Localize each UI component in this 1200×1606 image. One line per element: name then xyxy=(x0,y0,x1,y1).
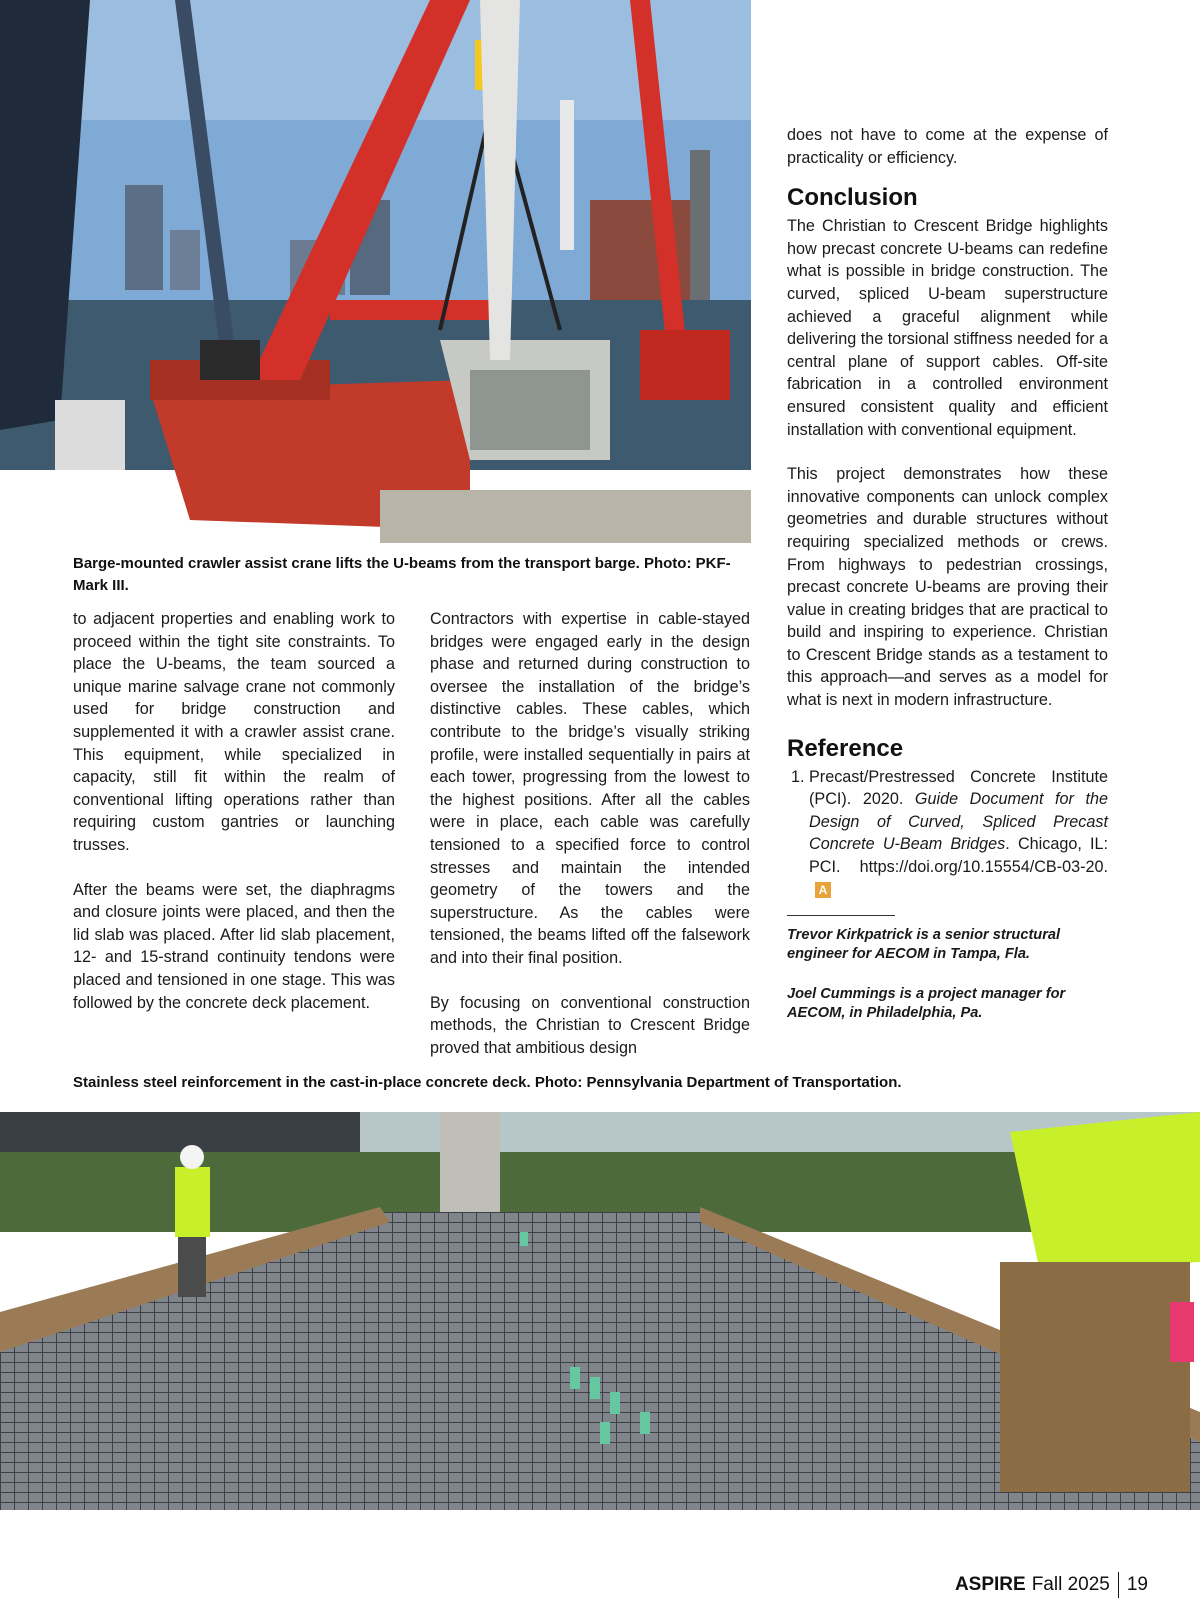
reference-list xyxy=(787,766,1108,902)
body-paragraph: does not have to come at the expense of practicality or efficiency. xyxy=(787,126,1108,167)
body-paragraph: By focusing on conventional construction methods, the Christian to Crescent Bridge proved that ambitious design xyxy=(430,993,750,1057)
photo-caption-bottom: Stainless steel reinforcement in the cast-in-place concrete deck. Photo: Pennsylvania Department of Transportation. xyxy=(73,1074,902,1091)
reference-heading: Reference xyxy=(787,734,904,762)
magazine-name: ASPIRE xyxy=(954,1574,1026,1595)
author-bio: Trevor Kirkpatrick is a senior structural engineer for AECOM in Tampa, Fla. xyxy=(787,927,1061,962)
author-bio: Joel Cummings is a project manager for AECOM, in Philadelphia, Pa. xyxy=(787,986,1066,1021)
body-column-1 xyxy=(73,608,395,1036)
body-column-3 xyxy=(787,124,1108,1045)
body-paragraph: Contractors with expertise in cable-stayed bridges were engaged early in the design phase and returned during construction to oversee the installation of the bridge’s distinctive cables. These cables, which contribute to the bridge’s visually striking profile, were installed sequentially in pairs at each tower, progressing from the lowest to the highest positions. After all the cables were in place, each cable was carefully tensioned to a specified force to control stresses and maintain the intended geometry of the towers and the superstructure. As the cables were tensioned, the beams lifted off the falsework and into their final position. xyxy=(430,610,750,967)
footer-divider xyxy=(1118,1572,1119,1598)
reference-authors: Precast/Prestressed Concrete Institute (PCI). 2020. xyxy=(809,767,1108,809)
photo-caption-top: Barge-mounted crawler assist crane lifts the U-beams from the transport barge. Photo: PKF-Mark III. xyxy=(73,555,731,594)
reference-item xyxy=(809,766,1108,902)
page-number: 19 xyxy=(1126,1574,1148,1595)
body-paragraph: The Christian to Crescent Bridge highlights how precast concrete U-beams can redefine what is possible in bridge construction. The curved, spliced U-beam superstructure achieved a graceful alignment while delivering the torsional stiffness needed for a central plane of support cables. Off-site fabrication in a controlled environment ensured consistent quality and efficient installation with conventional equipment. xyxy=(787,217,1108,439)
bio-divider xyxy=(787,915,895,916)
issue-label: Fall 2025 xyxy=(1031,1574,1110,1595)
reference-title: Guide Document for the Design of Curved, Spliced Precast Concrete U-Beam Bridges xyxy=(809,790,1108,854)
conclusion-heading: Conclusion xyxy=(787,184,918,212)
body-paragraph: to adjacent properties and enabling work to proceed within the tight site constraints. To place the U-beams, the team sourced a unique marine salvage crane not commonly used for bridge construction and supplemented it with a crawler assist crane. This equipment, while specialized in capacity, still fit within the realm of conventional lifting operations rather than requiring custom gantries or launching trusses. xyxy=(73,610,395,854)
body-column-2 xyxy=(430,608,750,1081)
aspire-end-mark-icon: A xyxy=(815,882,831,898)
body-paragraph: This project demonstrates how these innovative components can unlock complex geometries and durable structures without requiring specialized methods or crews. From highways to pedestrian crossings, precast concrete U-beams are proving their value in creating bridges that are practical to build and inspiring to experience. Christian to Crescent Bridge stands as a testament to this approach—and serves as a model for what is next in modern infrastructure. xyxy=(787,465,1108,710)
page-footer xyxy=(955,1572,1148,1598)
reference-link[interactable]: . Chicago, IL: PCI. https://doi.org/10.15554/CB-03-20. xyxy=(809,835,1108,877)
crane-barge-photo xyxy=(0,0,751,543)
body-paragraph: After the beams were set, the diaphragms and closure joints were placed, and then the lid slab was placed. After lid slab placement, 12- and 15-strand continuity tendons were placed and tensioned in one stage. This was followed by the concrete deck placement. xyxy=(73,880,395,1012)
rebar-deck-photo xyxy=(0,1112,1200,1510)
